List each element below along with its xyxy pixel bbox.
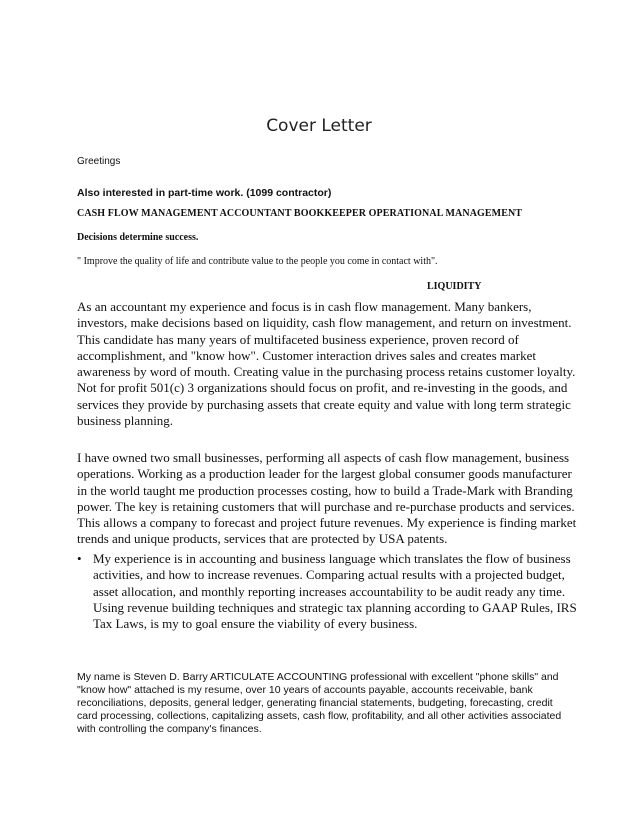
text-line: asset allocation, and monthly reporting increases accountability to be audit ready any time. xyxy=(93,583,566,599)
text-line: power. The key is retaining customers that will purchase and re-purchase products and services. xyxy=(77,498,575,514)
text-line: services they provide by purchasing assets that create equity and value with long term strategic xyxy=(77,396,571,412)
bullet-icon: • xyxy=(77,551,82,566)
text-line: in the world taught me production processes costing, how to build a Trade-Mark with Branding xyxy=(77,482,573,498)
text-line: This candidate has many years of multifaceted business experience, proven record of xyxy=(77,331,519,347)
text-line: Using revenue building techniques and strategic tax planning according to GAAP Rules, IRS xyxy=(93,599,577,615)
text-line: operations. Working as a production leader for the largest global consumer goods manufacturer xyxy=(77,466,572,482)
greeting: Greetings xyxy=(77,156,121,167)
page-title: Cover Letter xyxy=(266,116,372,136)
text-line: reconciliations, deposits, general ledger, generating financial statements, budgeting, forecasting, credit xyxy=(77,697,553,709)
text-line: awareness by word of mouth. Creating value in the purchasing process retains customer loyalty. xyxy=(77,364,576,380)
section-heading-liquidity: LIQUIDITY xyxy=(427,281,482,292)
text-line: investors, make decisions based on liquidity, cash flow management, and return on investment. xyxy=(77,315,572,331)
text-line: Not for profit 501(c) 3 organizations should focus on profit, and re-investing in the goods, and xyxy=(77,380,568,396)
text-line: Tax Laws, is my to goal ensure the viability of every business. xyxy=(93,616,418,632)
text-line: business planning. xyxy=(77,413,174,429)
text-line: My name is Steven D. Barry ARTICULATE ACCOUNTING professional with excellent "phone skills" and xyxy=(77,671,559,683)
paragraph-1 xyxy=(77,299,575,429)
text-line: accomplishment, and "know how". Customer interaction drives sales and creates market xyxy=(77,347,536,363)
text-line: As an accountant my experience and focus is in cash flow management. Many bankers, xyxy=(77,299,532,314)
text-line: trends and unique products, services that are protected by USA patents. xyxy=(77,531,448,547)
text-line: activities, and how to increase revenues. Comparing actual results with a projected budget, xyxy=(93,567,565,583)
closing-paragraph xyxy=(77,671,561,736)
text-line: My experience is in accounting and business language which translates the flow of business xyxy=(93,551,571,566)
text-line: "know how" attached is my resume, over 10 years of accounts payable, accounts receivable, bank xyxy=(77,684,533,696)
text-line: I have owned two small businesses, performing all aspects of cash flow management, business xyxy=(77,450,570,465)
text-line: This allows a company to forecast and project future revenues. My experience is finding market xyxy=(77,515,577,531)
availability-note: Also interested in part-time work. (1099 contractor) xyxy=(77,187,332,199)
quote: " Improve the quality of life and contribute value to the people you come in contact with". xyxy=(77,256,438,267)
roles-heading: CASH FLOW MANAGEMENT ACCOUNTANT BOOKKEEPER OPERATIONAL MANAGEMENT xyxy=(77,208,523,219)
text-line: card processing, collections, capitalizing assets, cash flow, profitability, and all other activities associated xyxy=(77,710,562,722)
text-line: with controlling the company's finances. xyxy=(77,723,262,735)
motto: Decisions determine success. xyxy=(77,232,199,243)
paragraph-2 xyxy=(77,450,576,548)
bullet-paragraph xyxy=(93,551,577,632)
